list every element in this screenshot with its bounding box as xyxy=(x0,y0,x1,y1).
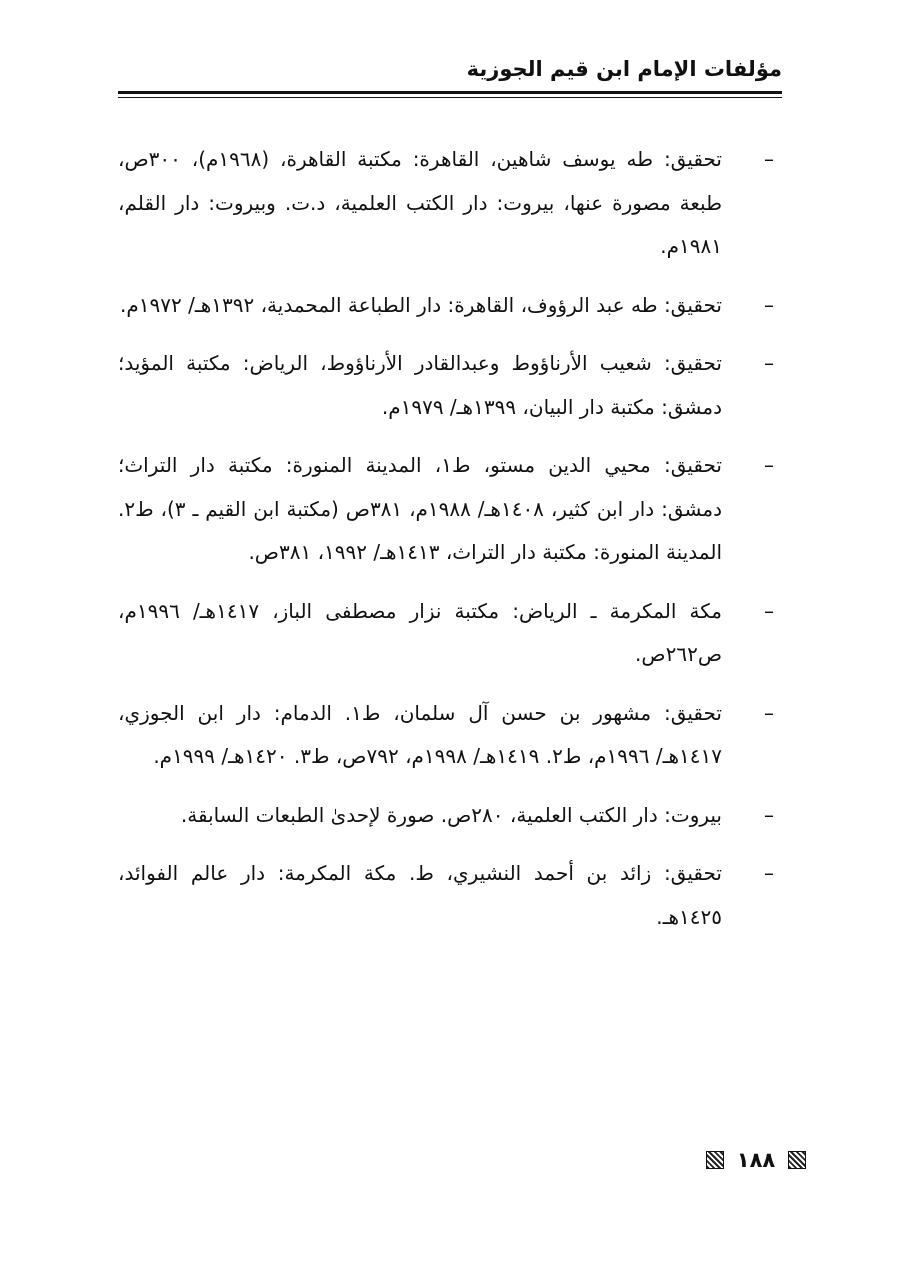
header-rule-thin xyxy=(118,97,782,98)
running-title: مؤلفات الإمام ابن قيم الجوزية xyxy=(466,57,782,81)
page-header xyxy=(118,52,782,100)
entry-text: بيروت: دار الكتب العلمية، ٢٨٠ص. صورة لإحدىٰ الطبعات السابقة. xyxy=(180,802,722,827)
list-dash: – xyxy=(764,861,774,885)
edition-entry xyxy=(118,590,782,677)
list-dash: – xyxy=(764,802,774,827)
edition-entry xyxy=(118,852,782,939)
list-dash: – xyxy=(764,351,774,375)
edition-entry xyxy=(118,444,782,575)
list-dash: – xyxy=(764,292,774,317)
list-dash: – xyxy=(764,147,774,171)
list-dash: – xyxy=(764,598,774,623)
entry-text: تحقيق: شعيب الأرناؤوط وعبدالقادر الأرناؤوط، الرياض: مكتبة المؤيد؛ دمشق: مكتبة دار البيان، ١٣٩٩هـ/ ١٩٧٩م. xyxy=(118,351,722,419)
entry-text: تحقيق: مشهور بن حسن آل سلمان، ط١. الدمام: دار ابن الجوزي، ١٤١٧هـ/ ١٩٩٦م، ط٢. ١٤١٩هـ/ ١٩٩٨م، ٧٩٢ص، ط٣. ١٤٢٠هـ/ ١٩٩٩م. xyxy=(118,700,722,768)
edition-entry xyxy=(118,138,782,269)
entry-text: تحقيق: طه عبد الرؤوف، القاهرة: دار الطباعة المحمدية، ١٣٩٢هـ/ ١٩٧٢م. xyxy=(120,292,722,317)
page-footer xyxy=(700,1145,810,1179)
edition-entry xyxy=(118,342,782,429)
edition-entry xyxy=(118,794,782,838)
edition-list xyxy=(118,138,782,954)
entry-text: تحقيق: محيي الدين مستو، ط١، المدينة المنورة: مكتبة دار التراث؛ دمشق: دار ابن كثير، ١٤٠٨هـ/ ١٩٨٨م، ٣٨١ص (مكتبة ابن القيم ـ ٣)، ط٢. المدينة المنورة: مكتبة دار التراث، ١٤١٣هـ/ ١٩٩٢، ٣٨١ص. xyxy=(118,453,722,564)
ornament-icon xyxy=(788,1151,806,1169)
entry-text: تحقيق: زائد بن أحمد النشيري، ط. مكة المكرمة: دار عالم الفوائد، ١٤٢٥هـ. xyxy=(118,861,722,929)
header-rule-thick xyxy=(118,91,782,94)
entry-text: تحقيق: طه يوسف شاهين، القاهرة: مكتبة القاهرة، (١٩٦٨م)، ٣٠٠ص، طبعة مصورة عنها، بيروت: دار الكتب العلمية، د.ت. وبيروت: دار القلم، ١٩٨١م. xyxy=(118,147,722,258)
list-dash: – xyxy=(764,453,774,477)
edition-entry xyxy=(118,692,782,779)
ornament-icon xyxy=(706,1151,724,1169)
edition-entry xyxy=(118,284,782,328)
list-dash: – xyxy=(764,700,774,725)
page-number: ١٨٨ xyxy=(736,1148,776,1172)
entry-text: مكة المكرمة ـ الرياض: مكتبة نزار مصطفى الباز، ١٤١٧هـ/ ١٩٩٦م، ص٢٦٢ص. xyxy=(118,598,722,666)
